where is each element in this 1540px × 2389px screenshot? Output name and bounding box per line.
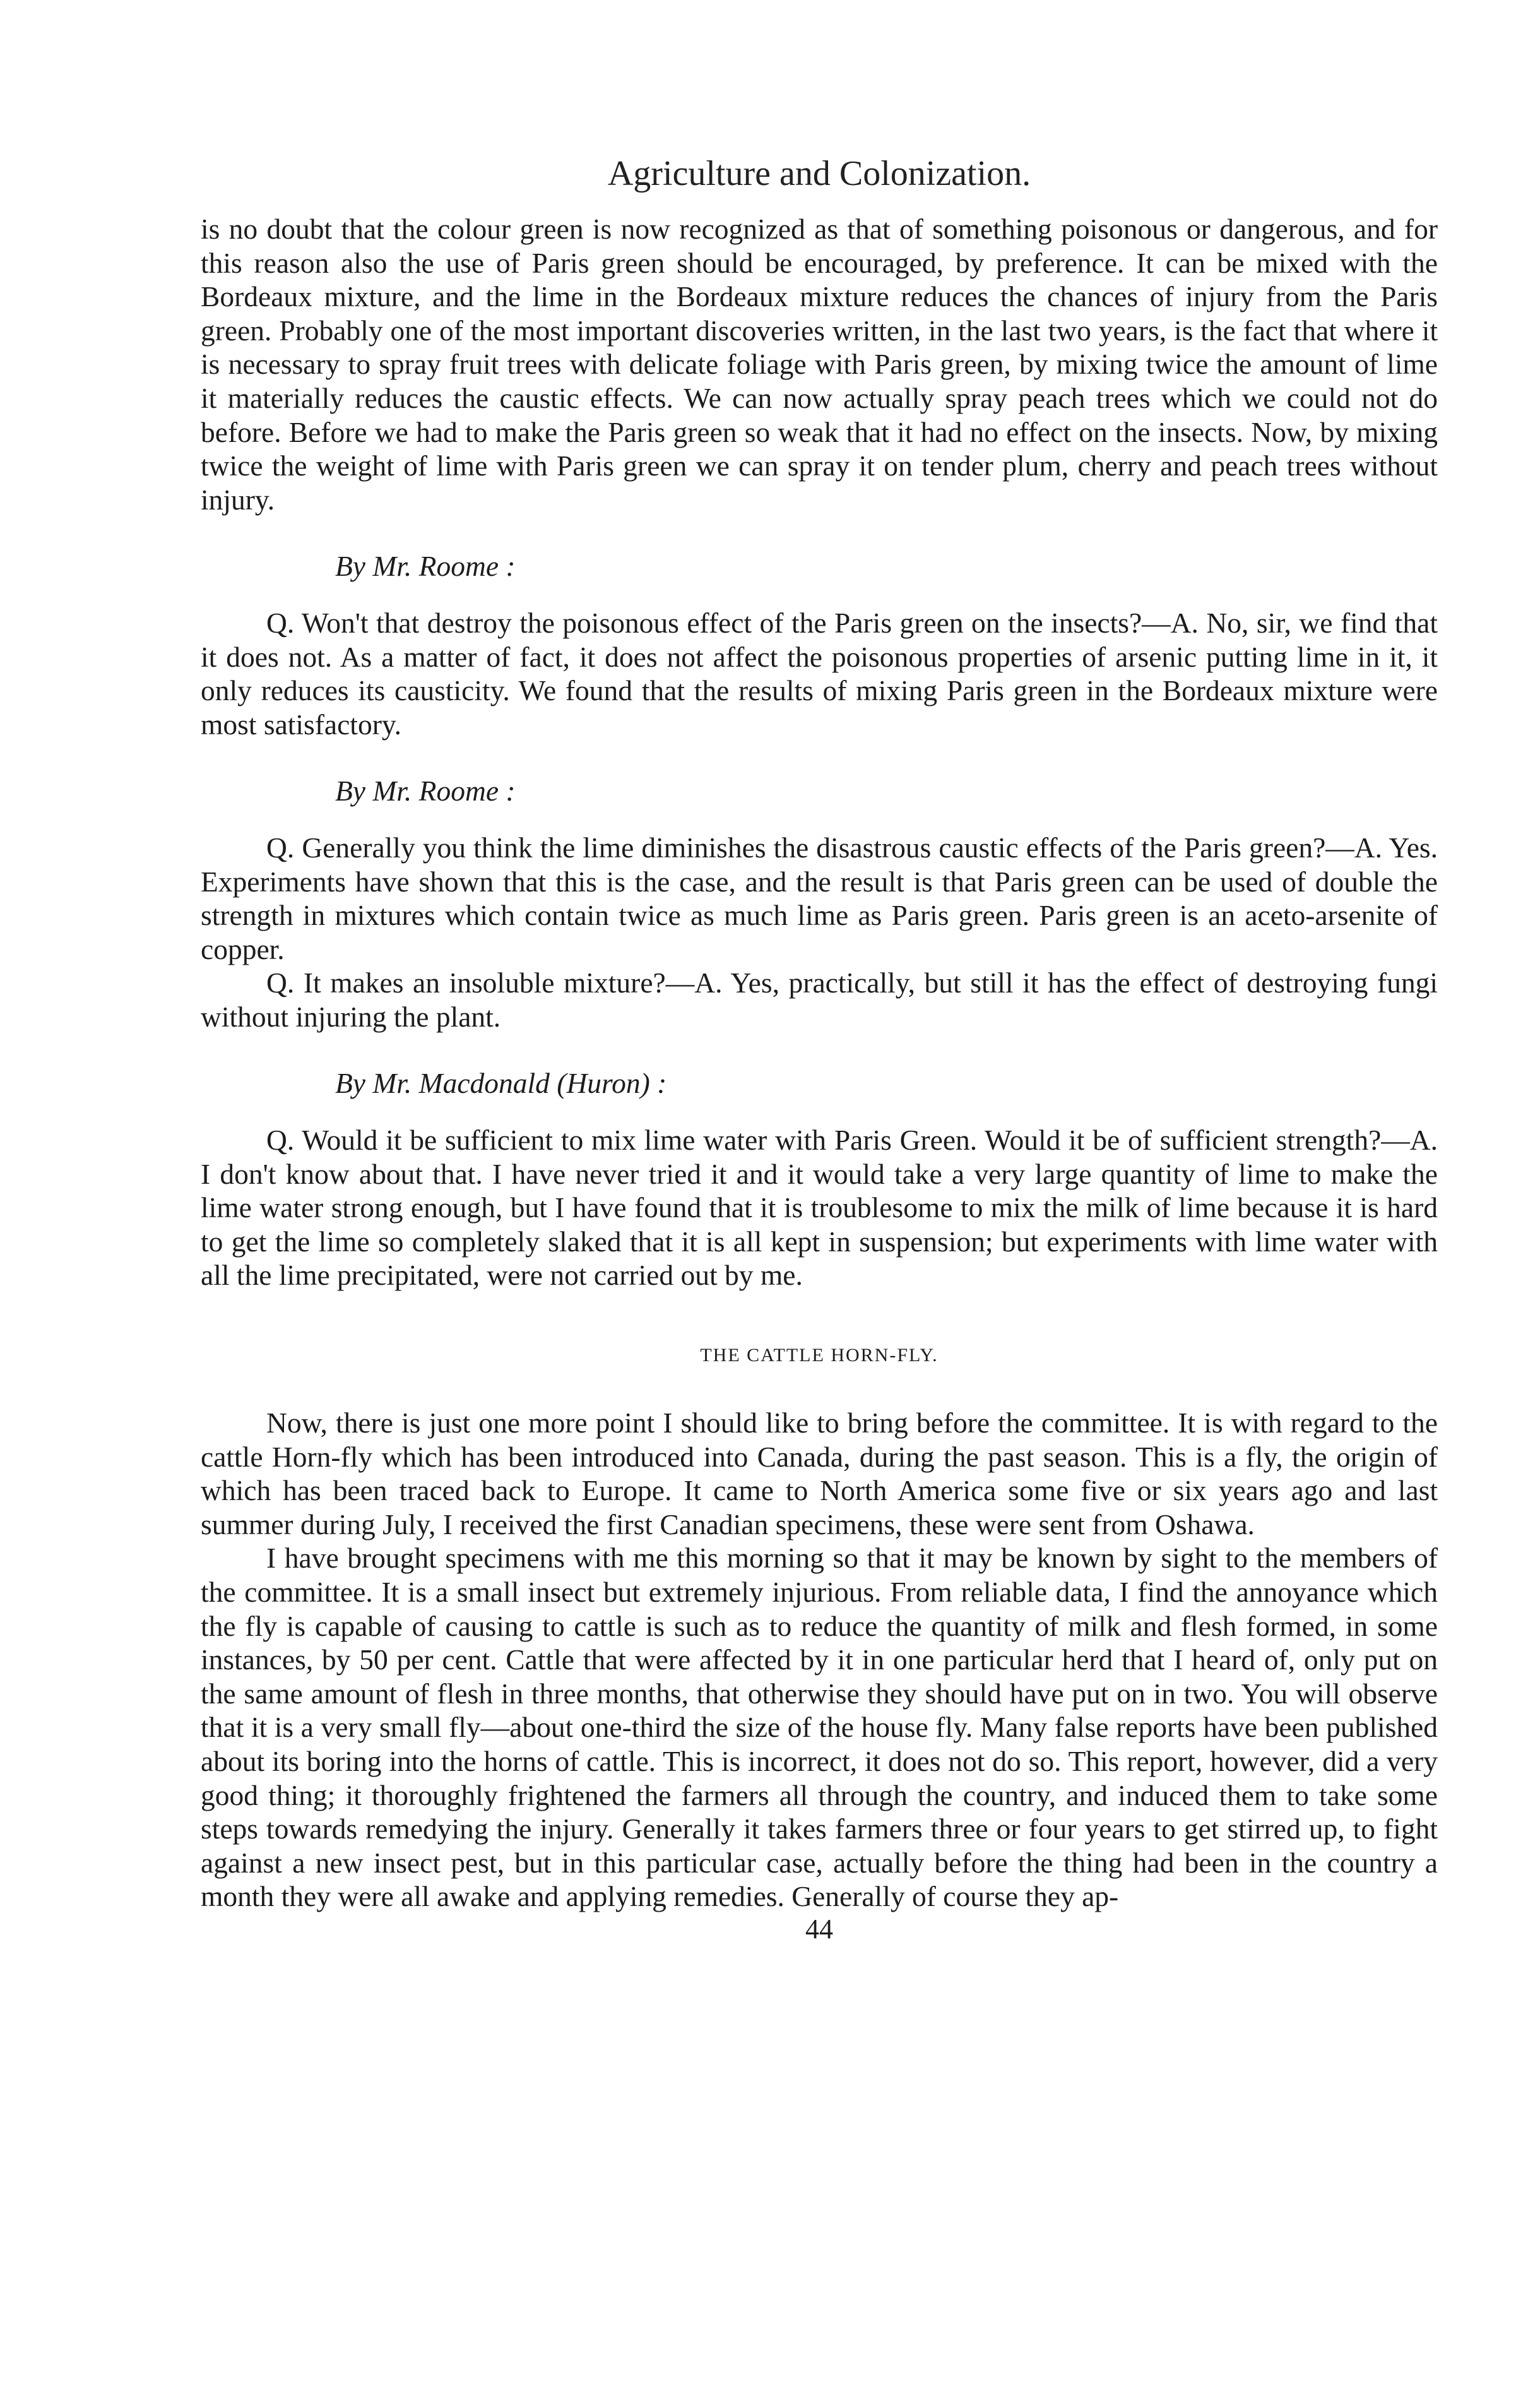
examiner-heading-roome-1: By Mr. Roome :	[335, 550, 516, 583]
qa-paragraph-1: Q. Won't that destroy the poisonous effect of the Paris green on the insects?—A. No, sir, we find that it does not. As a matter of fact, it does not affect the poisonous properties of arsenic putting lime in it, it only reduces its causticity. We found that the results of mixing Paris green in the Bordeaux mixture were most satisfactory.	[201, 606, 1438, 741]
page-number: 44	[805, 1913, 833, 1945]
page-body	[201, 152, 1438, 1945]
paragraph-paris-green: is no doubt that the colour green is now recognized as that of something poisonous or dangerous, and for this reason also the use of Paris green should be encouraged, by preference. It can be mixed with the Bordeaux mixture, and the lime in the Bordeaux mixture reduces the chances of injury from the Paris green. Probably one of the most important discoveries written, in the last two years, is the fact that where it is necessary to spray fruit trees with delicate foliage with Paris green, by mixing twice the amount of lime it materially reduces the caustic effects. We can now actually spray peach trees which we could not do before. Before we had to make the Paris green so weak that it had no effect on the insects. Now, by mixing twice the weight of lime with Paris green we can spray it on tender plum, cherry and peach trees without injury.	[201, 213, 1438, 516]
paragraph-horn-fly-details: I have brought specimens with me this morning so that it may be known by sight to the members of the committee. It is a small insect but extremely injurious. From reliable data, I find the annoyance which the fly is capable of causing to cattle is such as to reduce the quantity of milk and flesh formed, in some instances, by 50 per cent. Cattle that were affected by it in one particular herd that I heard of, only put on the same amount of flesh in three months, that otherwise they should have put on in two. You will observe that it is a very small fly—about one-third the size of the house fly. Many false reports have been published about its boring into the horns of cattle. This is incorrect, it does not do so. This report, however, did a very good thing; it thoroughly frightened the farmers all through the country, and induced them to take some steps towards remedying the injury. Generally it takes farmers three or four years to get stirred up, to fight against a new insect pest, but in this particular case, actually before the thing had been in the country a month they were all awake and applying remedies. Generally of course they ap-	[201, 1542, 1438, 1913]
section-heading-horn-fly: THE CATTLE HORN-FLY.	[700, 1345, 939, 1366]
running-title: Agriculture and Colonization.	[607, 154, 1031, 193]
examiner-heading-roome-2: By Mr. Roome :	[335, 775, 516, 807]
qa-paragraph-4: Q. Would it be sufficient to mix lime water with Paris Green. Would it be of sufficient strength?—A. I don't know about that. I have never tried it and it would take a very large quantity of lime to make the lime water strong enough, but I have found that it is troublesome to mix the milk of lime because it is hard to get the lime so completely slaked that it is all kept in suspension; but experiments with lime water with all the lime precipitated, were not carried out by me.	[201, 1124, 1438, 1292]
qa-paragraph-2: Q. Generally you think the lime diminishes the disastrous caustic effects of the Paris green?—A. Yes. Experiments have shown that this is the case, and the result is that Paris green can be used of double the strength in mixtures which contain twice as much lime as Paris green. Paris green is an aceto-arsenite of copper.	[201, 831, 1438, 965]
examiner-heading-macdonald: By Mr. Macdonald (Huron) :	[335, 1067, 667, 1100]
qa-paragraph-3: Q. It makes an insoluble mixture?—A. Yes, practically, but still it has the effect of destroying fungi without injuring the plant.	[201, 967, 1438, 1033]
paragraph-horn-fly-intro: Now, there is just one more point I should like to bring before the committee. It is with regard to the cattle Horn-fly which has been introduced into Canada, during the past season. This is a fly, the origin of which has been traced back to Europe. It came to North America some five or six years ago and last summer during July, I received the first Canadian specimens, these were sent from Oshawa.	[201, 1407, 1438, 1540]
